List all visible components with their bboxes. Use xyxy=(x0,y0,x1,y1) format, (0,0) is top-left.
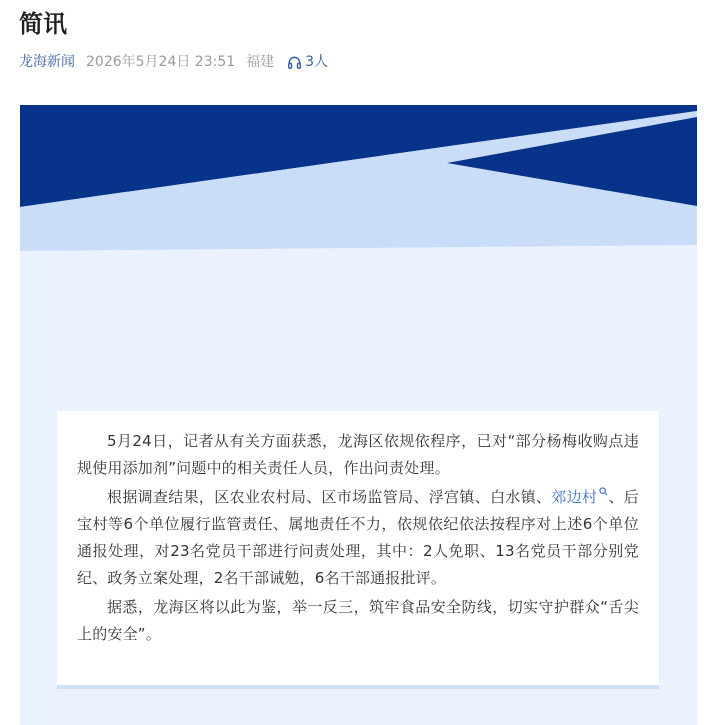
keyword-link-label: 郊边村 xyxy=(551,488,598,506)
listener-count: 3人 xyxy=(305,54,329,70)
region-label: 福建 xyxy=(246,54,275,70)
publish-time: 2026年5月24日 23:51 xyxy=(86,54,236,70)
article-meta xyxy=(19,51,328,73)
article-title: 简讯 xyxy=(19,10,67,38)
paragraph-3: 据悉，龙海区将以此为鉴，举一反三，筑牢食品安全防线，切实守护群众“舌尖上的安全”。 xyxy=(77,598,639,643)
article-body xyxy=(57,411,659,689)
source-link[interactable]: 龙海新闻 xyxy=(19,54,75,70)
paragraph-2 xyxy=(77,484,639,592)
search-icon xyxy=(599,487,608,496)
keyword-link[interactable] xyxy=(551,488,608,506)
paragraph-2-text-a: 根据调查结果，区农业农村局、区市场监管局、浮宫镇、白水镇、 xyxy=(107,488,552,506)
listen-button[interactable] xyxy=(287,51,328,73)
paragraph-1: 5月24日，记者从有关方面获悉，龙海区依规依程序，已对“部分杨梅收购点违规使用添加剂”问题中的相关责任人员，作出问责处理。 xyxy=(77,432,639,477)
headphones-icon xyxy=(287,55,302,70)
paragraph-2-text-b: 、后宝村等6个单位履行监管责任、属地责任不力，依规依纪依法按程序对上述6个单位通报处理，对23名党员干部进行问责处理，其中：2人免职、13名党员干部分别党纪、政务立案处理，2名干部诫勉，6名干部通报批评。 xyxy=(77,488,639,587)
